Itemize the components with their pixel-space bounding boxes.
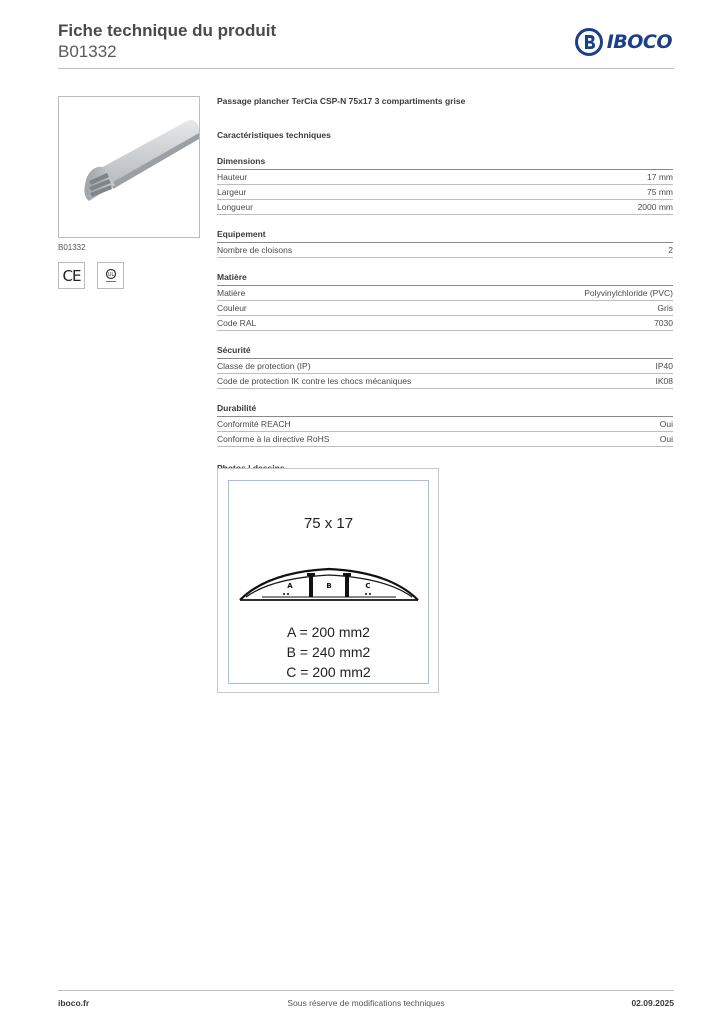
footer-site-link[interactable]: iboco.fr [58, 998, 90, 1008]
spec-row [217, 243, 673, 258]
logo-wordmark: IBOCO [606, 31, 672, 53]
spec-value: 17 mm [647, 172, 673, 182]
spec-row [217, 316, 673, 331]
spec-row [217, 286, 673, 301]
spec-label: Largeur [217, 187, 247, 197]
spec-label: Matière [217, 288, 246, 298]
ul-mark-icon [97, 262, 124, 289]
spec-value: IP40 [655, 361, 673, 371]
spec-row [217, 301, 673, 316]
compartment-label-c: C [365, 582, 371, 590]
spec-group-durabilite [217, 403, 673, 447]
product-name: Passage plancher TerCia CSP-N 75x17 3 compartiments grise [217, 96, 466, 106]
ce-mark-icon: CE [58, 262, 85, 289]
spec-value: IK08 [655, 376, 673, 386]
page-header [58, 20, 674, 70]
brand-logo [575, 28, 672, 56]
spec-group-title: Durabilité [217, 403, 673, 417]
technical-drawing [217, 468, 439, 693]
spec-row [217, 170, 673, 185]
area-b: B = 240 mm2 [286, 644, 371, 660]
spec-row [217, 185, 673, 200]
spec-label: Conformité REACH [217, 419, 291, 429]
spec-group-dimensions [217, 156, 673, 215]
duct-cross-section-icon [238, 566, 420, 606]
spec-label: Conforme à la directive RoHS [217, 434, 330, 444]
compartment-label-a: A [287, 582, 293, 590]
spec-label: Nombre de cloisons [217, 245, 293, 255]
footer-date: 02.09.2025 [631, 998, 674, 1008]
spec-section-title: Caractéristiques techniques [217, 130, 331, 140]
cable-duct-product-photo [59, 97, 199, 237]
spec-row [217, 374, 673, 389]
spec-group-matiere [217, 272, 673, 331]
spec-row [217, 359, 673, 374]
drawing-frame [228, 480, 429, 684]
iboco-logo-icon [575, 28, 603, 56]
spec-value: 7030 [654, 318, 673, 328]
spec-content [217, 96, 673, 475]
area-a: A = 200 mm2 [287, 624, 370, 640]
spec-value: 2000 mm [637, 202, 673, 212]
photo-caption: B01332 [58, 243, 86, 252]
spec-row [217, 432, 673, 447]
spec-row [217, 200, 673, 215]
spec-group-title: Matière [217, 272, 673, 286]
footer-notice: Sous réserve de modifications techniques [287, 998, 445, 1008]
spec-value: Oui [659, 434, 673, 444]
spec-value: Polyvinylchloride (PVC) [584, 288, 673, 298]
spec-label: Couleur [217, 303, 247, 313]
drawing-dimension: 75 x 17 [303, 515, 354, 532]
spec-label: Hauteur [217, 172, 248, 182]
spec-value: 75 mm [647, 187, 673, 197]
page-title: Fiche technique du produit [58, 21, 277, 40]
area-c: C = 200 mm2 [286, 664, 371, 680]
spec-group-equipement [217, 229, 673, 258]
spec-value: Gris [657, 303, 673, 313]
spec-value: Oui [659, 419, 673, 429]
spec-group-title: Equipement [217, 229, 673, 243]
spec-group-securite [217, 345, 673, 389]
ul-mark-text: UL [107, 271, 114, 278]
spec-group-title: Dimensions [217, 156, 673, 170]
footer-divider [58, 990, 674, 991]
spec-label: Classe de protection (IP) [217, 361, 311, 371]
area-list [229, 622, 428, 682]
spec-group-title: Sécurité [217, 345, 673, 359]
spec-label: Code RAL [217, 318, 257, 328]
spec-row [217, 417, 673, 432]
header-divider [58, 68, 674, 69]
product-code: B01332 [58, 42, 117, 61]
spec-value: 2 [668, 245, 673, 255]
spec-label: Longueur [217, 202, 253, 212]
spec-label: Code de protection IK contre les chocs mécaniques [217, 376, 412, 386]
compartment-label-b: B [326, 582, 332, 590]
product-photo [58, 96, 200, 238]
